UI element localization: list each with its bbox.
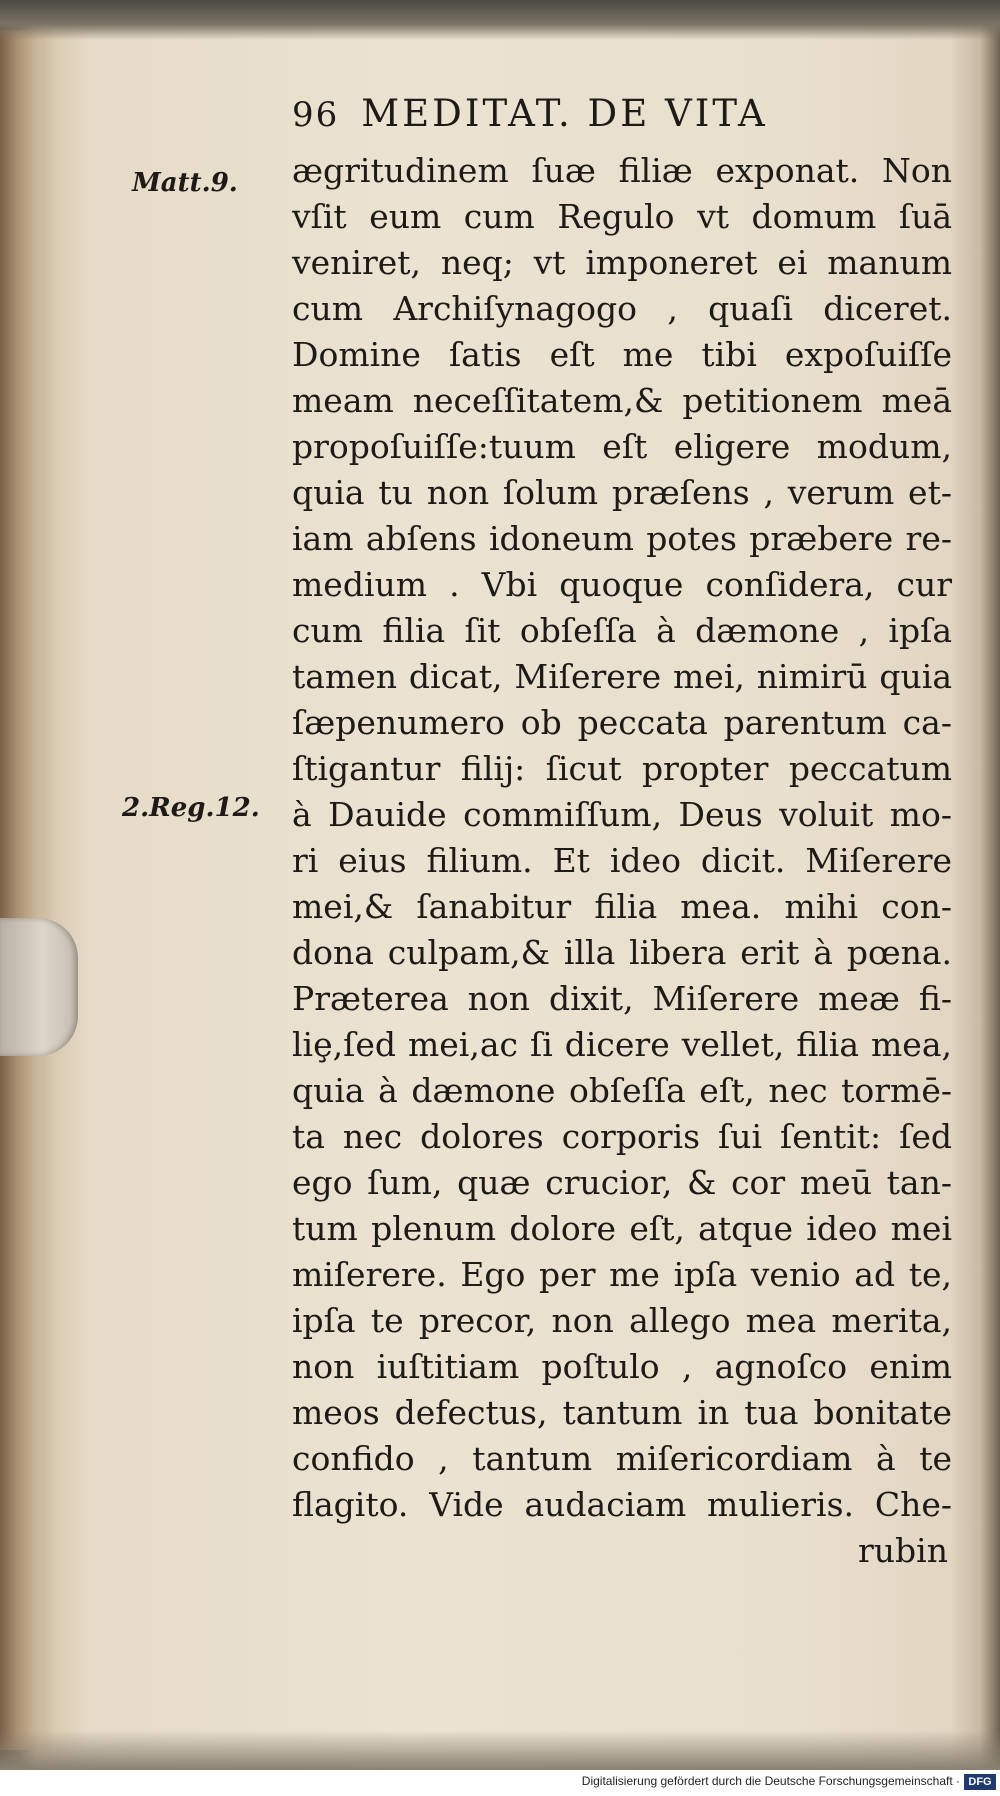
text-line: ipſa te precor, non allego mea merita,	[292, 1301, 952, 1340]
text-line: ta nec dolores corporis ſui ſentit: ſed	[292, 1117, 952, 1156]
text-line: liȩ,ſed mei,ac ſi dicere vellet, filia mea,	[292, 1025, 952, 1064]
page-header	[292, 92, 952, 148]
dfg-logo: DFG	[964, 1774, 996, 1790]
page-number: 96	[292, 95, 340, 135]
footer-credit: Digitalisierung gefördert durch die Deutsche Forschungsgemeinschaft ·	[581, 1774, 960, 1788]
text-line: meam neceſſitatem,& petitionem meā	[292, 381, 952, 420]
book-clip	[0, 918, 78, 1056]
text-line: cum Archiſynagogo , quaſi diceret.	[292, 289, 952, 328]
text-line: ego ſum, quæ crucior, & cor meū tan-	[292, 1163, 952, 1202]
text-line: flagito. Vide audaciam mulieris. Che-	[292, 1485, 952, 1524]
book-spine	[0, 30, 55, 1750]
text-block	[292, 92, 952, 1574]
text-line: propoſuiſſe:tuum eſt eligere modum,	[292, 427, 952, 466]
text-line: miſerere. Ego per me ipſa venio ad te,	[292, 1255, 952, 1294]
text-line: Præterea non dixit, Miſerere meæ fi-	[292, 979, 952, 1018]
text-line: ri eius filium. Et ideo dicit. Miſerere	[292, 841, 952, 880]
page-edge-bottom	[0, 1730, 1000, 1770]
running-title: MEDITAT. DE VITA	[361, 92, 768, 135]
text-line: Domine ſatis eſt me tibi expoſuiſſe	[292, 335, 952, 374]
text-line: non iuſtitiam poſtulo , agnoſco enim	[292, 1347, 952, 1386]
text-line: à Dauide commiſſum, Deus voluit mo-	[292, 795, 952, 834]
text-line: confido , tantum miſericordiam à te	[292, 1439, 952, 1478]
page-edge-top	[0, 0, 1000, 40]
text-lines	[292, 148, 952, 1528]
margin-note: Matt.9.	[132, 168, 238, 198]
catchword: rubin	[858, 1531, 948, 1570]
text-line: medium . Vbi quoque conſidera, cur	[292, 565, 952, 604]
text-line: tum plenum dolore eſt, atque ideo mei	[292, 1209, 952, 1248]
text-line: quia tu non ſolum præſens , verum et-	[292, 473, 952, 512]
text-line: vſit eum cum Regulo vt domum ſuā	[292, 197, 952, 236]
text-line: cum filia ſit obſeſſa à dæmone , ipſa	[292, 611, 952, 650]
text-line: quia à dæmone obſeſſa eſt, nec tormē-	[292, 1071, 952, 1110]
text-line: meos defectus, tantum in tua bonitate	[292, 1393, 952, 1432]
text-line: ſtigantur filij: ſicut propter peccatum	[292, 749, 952, 788]
text-line: veniret, neq; vt imponeret ei manum	[292, 243, 952, 282]
margin-note: 2.Reg.12.	[122, 793, 260, 823]
text-line: iam abſens idoneum potes præbere re-	[292, 519, 952, 558]
text-line: tamen dicat, Miſerere mei, nimirū quia	[292, 657, 952, 696]
text-line: ægritudinem ſuæ filiæ exponat. Non	[292, 151, 952, 190]
text-line: mei,& ſanabitur filia mea. mihi con-	[292, 887, 952, 926]
text-line: ſæpenumero ob peccata parentum ca-	[292, 703, 952, 742]
text-line: dona culpam,& illa libera erit à pœna.	[292, 933, 952, 972]
